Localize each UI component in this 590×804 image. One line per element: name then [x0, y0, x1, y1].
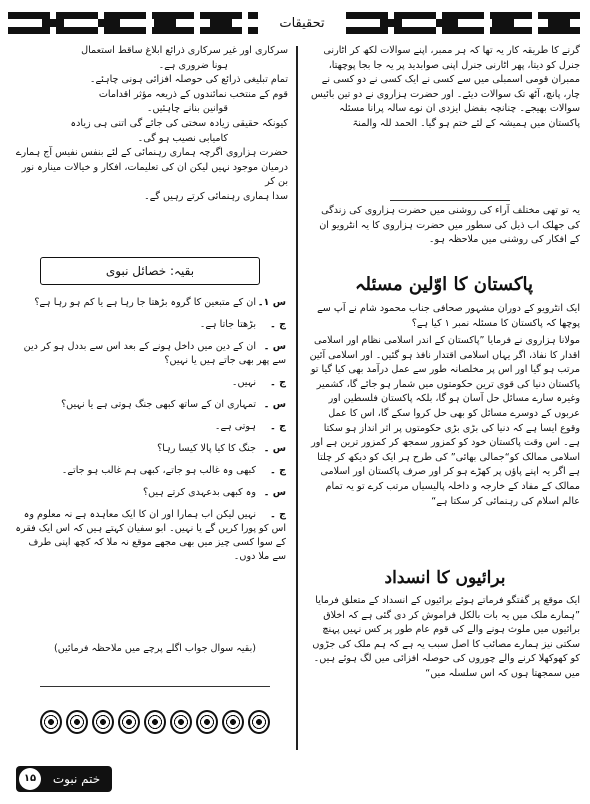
closing-paragraph: ایک موقع پر گفتگو فرماتے ہوئے برائیوں کے انسداد کے متعلق فرمایا ”ہمارے ملک میں یہ بات بالکل فراموش کر دی گئی ہے کہ اخلاق برائیوں میں ملوث ہونے والے کی قوم عام طور پر کس نہیں پہنچ سکتی نیز ہمارے مصائب کا اصل سبب یہ ہے کہ ہم ملک کی جڑوں کو کھوکھلا کرنے والے چوروں کی حوصلہ افزائی میں لگ ہوئے ہیں۔ میں سمجھتا ہوں کہ اس سلسلہ میں“	[312, 595, 580, 679]
qa-label: ج ۔	[270, 421, 286, 432]
interview-intro: ایک انٹرویو کے دوران مشہور صحافی جناب محمود شام نے آپ سے پوچھا کہ پاکستان کا مسئلہ نمبر ۱ کیا ہے؟	[317, 303, 580, 329]
second-paragraph: یہ تو تھی مختلف آراء کی روشنی میں حضرت ہزاروی کی زندگی کی جھلک اب ذیل کی سطور میں حضرت ہزاروی کا یہ انٹرویو ان کے افکار کی روشنی میں ملاحظہ ہو۔	[319, 205, 580, 246]
right-column-closing	[306, 594, 580, 744]
intro-paragraph: گرنے کا طریقہ کار یہ تھا کہ ہر ممبر، اپنے سوالات لکھ کر اٹارنی جنرل کو دیتا، پھر اٹارنی جنرل اپنی صوابدید پر یہ جا بجا پوچھتا، ممبران قومی اسمبلی میں سے کسی نے ایک کسی نے دو کسی نے چار، پانچ، آٹھ تک سوالات دیئے۔ اور حضرت ہزاروی نے دو تین بائیس سوالات بھیجے۔ چنانچہ بفضل ایزدی ان نوے سالہ پرانا مسئلہ پاکستان میں ہمیشہ کے لئے ختم ہو گیا۔ الحمد للہ والمنۃ	[311, 45, 580, 129]
left-line: ہونا ضروری ہے۔	[158, 59, 228, 71]
qa-label: ج ۔	[270, 465, 286, 476]
right-column-lower	[306, 302, 580, 566]
header-title: تحقیقات	[279, 16, 325, 31]
right-column	[306, 44, 580, 246]
answer-paragraph: مولانا ہزاروی نے فرمایا ”پاکستان کے اندر اسلامی نظام اور اسلامی اقدار کا نفاذ، اگر یہاں اسلامی اقتدار نافذ ہو گئیں۔ اور اسلامی آئین مرتب ہو گیا اور اس پر مخلصانہ طور سے عمل درآمد بھی کیا گیا تو پاکستان دنیا کی قوی ترین حکومتوں میں شمار ہو جائے گا، کشمیر وغیرہ سارے مسائل حل آسان ہو گا، بلکہ پاکستان فلسطین اور عربوں کے دوسرے مسائل کو بھی حل کروا سکے گا، اس کا عمل وقوع ایسا ہے کہ دنیا کی بڑی بڑی حکومتوں پر اثر انداز ہو سکتا ہے۔ اس وقت پاکستان خود کو کمزور سمجھ کر کمزور ترین ہے اور اسلامی ممالک کو“جمالی بھائی” کی طرح ہر ایک کو دیکھ کر چلتا ہے اگر یہ اپنے پاؤں پر کھڑے ہو کر اور صرف پاکستان اور اسلامی ممالک کے مفاد کے خارجہ و داخلہ پالیسیاں مرتب کرے تو یہ تمام عالم اسلام کی رہنمائی کر سکتا ہے“	[309, 335, 580, 507]
left-line: سدا ہماری رہنمائی کرتے رہیں گے۔	[144, 190, 288, 202]
left-line: تمام تبلیغی ذرائع کی حوصلہ افزائی ہونی چاہئے۔	[89, 74, 288, 86]
left-line: کیونکہ حقیقی زیادہ سختی کی جائے گی اتنی ہی زیادہ	[70, 117, 288, 129]
qa-label: ج ۔	[270, 319, 286, 330]
column-divider	[296, 46, 298, 750]
qa-text: جنگ کا کیا پالا کیسا رہا؟	[157, 443, 256, 454]
heading-pakistan-issue: پاکستان کا اوّلین مسئلہ	[354, 274, 534, 295]
qa-label: ج ۔	[270, 377, 286, 388]
qa-label: ج ۔	[270, 509, 286, 520]
qa-item	[14, 296, 286, 310]
qa-text: کبھی وہ غالب ہو جاتے، کبھی ہم غالب ہو جاتے۔	[61, 465, 256, 476]
heading-evils-prevention: برائیوں کا انسداد	[384, 568, 506, 588]
left-line: درمیان موجود نہیں لیکن ان کی تعلیمات، افکار و خیالات مینارہ نور بن کر	[21, 161, 288, 188]
qa-text: ہوتی ہے۔	[214, 421, 256, 432]
qa-item	[14, 318, 286, 332]
qa-text: ان کے متبعین کا گروہ بڑھتا جا رہا ہے یا کم ہو رہا ہے؟	[34, 297, 256, 308]
qa-text: وہ کبھی بدعہدی کرتے ہیں؟	[143, 487, 256, 498]
qa-text: بڑھتا جاتا ہے۔	[199, 319, 256, 330]
qa-item	[14, 340, 286, 368]
divider	[390, 200, 510, 201]
left-line: کامیابی نصیب ہو گی۔	[137, 132, 228, 144]
left-line: قوم کے منتخب نمائندوں کے ذریعہ مؤثر اقدامات	[98, 88, 288, 100]
qa-item	[14, 442, 286, 456]
qa-label: س ۔	[263, 341, 286, 352]
qa-text: تمہاری ان کے ساتھ کبھی جنگ ہوتی ہے یا نہیں؟	[61, 399, 256, 410]
qa-item	[14, 376, 286, 390]
left-line: حضرت ہزاروی اگرچہ ہماری رہنمائی کے لئے بنفس نفیس آج ہمارے	[15, 147, 288, 159]
decorative-border-ornament	[40, 710, 270, 734]
qa-item	[14, 398, 286, 412]
continued-note: (بقیہ سوال جواب اگلے پرچے میں ملاحظہ فرمائیں)	[53, 643, 257, 654]
divider	[40, 686, 270, 687]
qa-item	[14, 508, 286, 564]
qa-list	[14, 296, 286, 572]
qa-label: س ۔	[263, 443, 286, 454]
qa-label: س ۔	[263, 399, 286, 410]
header-ornament-left	[8, 12, 258, 34]
left-line: قوانین بنانے چاہئیں۔	[146, 103, 228, 115]
page-header	[8, 8, 584, 38]
qa-text: نہیں۔	[231, 377, 256, 388]
magazine-name: ختم نبوت	[52, 772, 101, 786]
qa-text: ان کے دین میں داخل ہونے کے بعد اس سے بددل ہو کر دین سے پھر بھی جاتے ہیں یا نہیں؟	[23, 341, 286, 366]
qa-item	[14, 486, 286, 500]
qa-label: س ۔	[263, 487, 286, 498]
qa-label: س ۱۔	[257, 297, 286, 308]
left-column	[12, 44, 288, 205]
header-ornament-right	[346, 12, 584, 34]
left-line: سرکاری اور غیر سرکاری ذرائع ابلاغ ساقط استعمال	[81, 45, 288, 56]
continuation-box: بقیہ: خصائل نبوی	[40, 257, 260, 285]
qa-item	[14, 464, 286, 478]
qa-text: نہیں لیکن اب ہمارا اور ان کا ایک معاہدہ ہے نہ معلوم وہ اس کو پورا کریں گے یا نہیں۔ ابو سفیان کہتے ہیں کہ اس ایک فقرہ کے سوا کسی چیز میں بھی مجھے موقع نہ ملا کہ کچھ اپنی طرف سے ملا دوں۔	[15, 509, 286, 562]
page-number: ۱۵	[19, 768, 41, 790]
qa-item	[14, 420, 286, 434]
footer-badge	[16, 766, 112, 792]
